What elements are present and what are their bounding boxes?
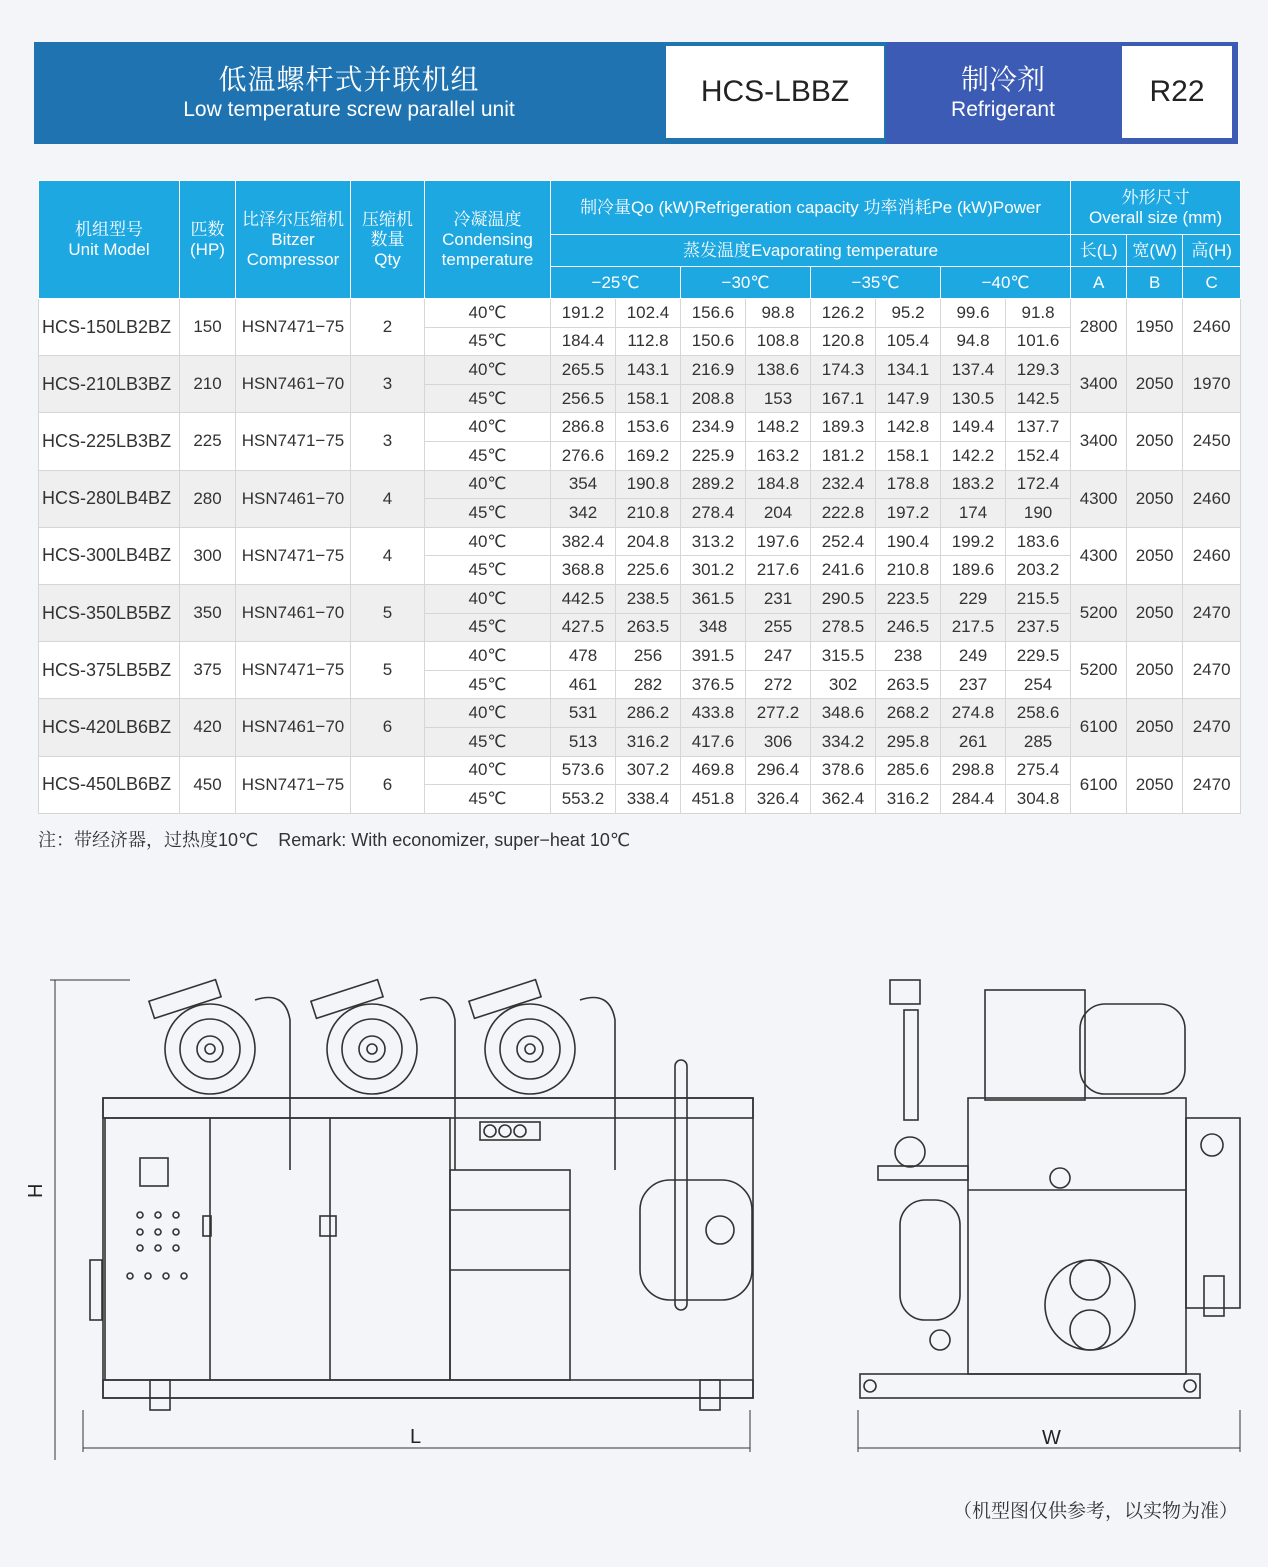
capacity-cell: 342 xyxy=(551,499,616,528)
capacity-cell: 469.8 xyxy=(681,756,746,785)
unit-model-cell: HCS-420LB6BZ xyxy=(39,699,180,756)
capacity-cell: 184.4 xyxy=(551,327,616,356)
capacity-cell: 142.2 xyxy=(941,441,1006,470)
size-width-cell: 2050 xyxy=(1127,527,1183,584)
compressor-cell: HSN7471−75 xyxy=(236,642,351,699)
header-evap-30: −30℃ xyxy=(681,267,811,299)
power-cell: 255 xyxy=(746,613,811,642)
spec-table-body xyxy=(39,299,1241,814)
capacity-cell: 137.4 xyxy=(941,356,1006,385)
size-height-cell: 2450 xyxy=(1183,413,1241,470)
power-cell: 237.5 xyxy=(1006,613,1071,642)
capacity-cell: 189.6 xyxy=(941,556,1006,585)
capacity-cell: 222.8 xyxy=(811,499,876,528)
power-cell: 147.9 xyxy=(876,384,941,413)
dim-h-label: H xyxy=(25,1183,47,1198)
capacity-cell: 290.5 xyxy=(811,584,876,613)
unit-model-cell: HCS-450LB6BZ xyxy=(39,756,180,813)
table-row xyxy=(39,756,1241,785)
series-code: HCS-LBBZ xyxy=(666,46,884,138)
product-title xyxy=(34,42,664,144)
size-height-cell: 2470 xyxy=(1183,642,1241,699)
power-cell: 256 xyxy=(616,642,681,671)
capacity-cell: 237 xyxy=(941,670,1006,699)
size-length-cell: 6100 xyxy=(1071,699,1127,756)
compressor-cell: HSN7461−70 xyxy=(236,584,351,641)
qty-cell: 5 xyxy=(351,584,425,641)
size-width-cell: 2050 xyxy=(1127,356,1183,413)
size-width-cell: 2050 xyxy=(1127,470,1183,527)
qty-cell: 3 xyxy=(351,413,425,470)
power-cell: 304.8 xyxy=(1006,785,1071,814)
header-size: 外形尺寸 Overall size (mm) xyxy=(1071,181,1241,235)
power-cell: 152.4 xyxy=(1006,441,1071,470)
header-evaporating: 蒸发温度Evaporating temperature xyxy=(551,235,1071,267)
power-cell: 190.8 xyxy=(616,470,681,499)
power-cell: 277.2 xyxy=(746,699,811,728)
condensing-temp-cell: 40℃ xyxy=(425,299,551,328)
condensing-temp-cell: 45℃ xyxy=(425,441,551,470)
condensing-temp-cell: 40℃ xyxy=(425,356,551,385)
size-length-cell: 2800 xyxy=(1071,299,1127,356)
power-cell: 204.8 xyxy=(616,527,681,556)
hp-cell: 375 xyxy=(180,642,236,699)
power-cell: 153 xyxy=(746,384,811,413)
refrigerant-area xyxy=(886,42,1238,144)
dim-l-label: L xyxy=(410,1426,422,1448)
capacity-cell: 276.6 xyxy=(551,441,616,470)
capacity-cell: 130.5 xyxy=(941,384,1006,413)
power-cell: 153.6 xyxy=(616,413,681,442)
capacity-cell: 286.8 xyxy=(551,413,616,442)
capacity-cell: 315.5 xyxy=(811,642,876,671)
capacity-cell: 478 xyxy=(551,642,616,671)
remark-note: 注：带经济器，过热度10℃ Remark: With economizer, super−heat 10℃ xyxy=(38,830,631,850)
capacity-cell: 376.5 xyxy=(681,670,746,699)
condensing-temp-cell: 45℃ xyxy=(425,499,551,528)
condensing-temp-cell: 45℃ xyxy=(425,785,551,814)
capacity-cell: 234.9 xyxy=(681,413,746,442)
capacity-cell: 94.8 xyxy=(941,327,1006,356)
header-dim-b: B xyxy=(1127,267,1183,299)
compressor-cell: HSN7461−70 xyxy=(236,699,351,756)
power-cell: 98.8 xyxy=(746,299,811,328)
qty-cell: 4 xyxy=(351,470,425,527)
capacity-cell: 217.5 xyxy=(941,613,1006,642)
condensing-temp-cell: 40℃ xyxy=(425,584,551,613)
table-row xyxy=(39,642,1241,671)
power-cell: 95.2 xyxy=(876,299,941,328)
power-cell: 190.4 xyxy=(876,527,941,556)
hp-cell: 300 xyxy=(180,527,236,584)
power-cell: 210.8 xyxy=(616,499,681,528)
capacity-cell: 216.9 xyxy=(681,356,746,385)
condensing-temp-cell: 45℃ xyxy=(425,384,551,413)
capacity-cell: 433.8 xyxy=(681,699,746,728)
unit-model-cell: HCS-225LB3BZ xyxy=(39,413,180,470)
capacity-cell: 274.8 xyxy=(941,699,1006,728)
size-height-cell: 2460 xyxy=(1183,299,1241,356)
size-width-cell: 2050 xyxy=(1127,413,1183,470)
size-length-cell: 4300 xyxy=(1071,470,1127,527)
capacity-cell: 301.2 xyxy=(681,556,746,585)
size-height-cell: 2460 xyxy=(1183,470,1241,527)
size-length-cell: 3400 xyxy=(1071,356,1127,413)
table-row xyxy=(39,699,1241,728)
capacity-cell: 208.8 xyxy=(681,384,746,413)
header-condensing: 冷凝温度 Condensing temperature xyxy=(425,181,551,299)
unit-drawing xyxy=(0,940,1268,1460)
capacity-cell: 181.2 xyxy=(811,441,876,470)
size-width-cell: 2050 xyxy=(1127,699,1183,756)
power-cell: 178.8 xyxy=(876,470,941,499)
qty-cell: 6 xyxy=(351,756,425,813)
header-dim-h: 高(H) xyxy=(1183,235,1241,267)
capacity-cell: 167.1 xyxy=(811,384,876,413)
power-cell: 295.8 xyxy=(876,727,941,756)
size-width-cell: 1950 xyxy=(1127,299,1183,356)
power-cell: 306 xyxy=(746,727,811,756)
header-evap-35: −35℃ xyxy=(811,267,941,299)
unit-model-cell: HCS-210LB3BZ xyxy=(39,356,180,413)
capacity-cell: 391.5 xyxy=(681,642,746,671)
power-cell: 338.4 xyxy=(616,785,681,814)
capacity-cell: 256.5 xyxy=(551,384,616,413)
power-cell: 238.5 xyxy=(616,584,681,613)
header-banner xyxy=(34,42,1238,144)
table-row xyxy=(39,413,1241,442)
power-cell: 108.8 xyxy=(746,327,811,356)
capacity-cell: 289.2 xyxy=(681,470,746,499)
power-cell: 142.8 xyxy=(876,413,941,442)
condensing-temp-cell: 45℃ xyxy=(425,727,551,756)
power-cell: 258.6 xyxy=(1006,699,1071,728)
power-cell: 246.5 xyxy=(876,613,941,642)
power-cell: 286.2 xyxy=(616,699,681,728)
compressor-cell: HSN7471−75 xyxy=(236,413,351,470)
size-width-cell: 2050 xyxy=(1127,756,1183,813)
header-capacity: 制冷量Qo (kW)Refrigeration capacity 功率消耗Pe (kW)Power xyxy=(551,181,1071,235)
qty-cell: 4 xyxy=(351,527,425,584)
header-dim-c: C xyxy=(1183,267,1241,299)
size-width-cell: 2050 xyxy=(1127,584,1183,641)
power-cell: 285.6 xyxy=(876,756,941,785)
power-cell: 134.1 xyxy=(876,356,941,385)
power-cell: 223.5 xyxy=(876,584,941,613)
power-cell: 183.6 xyxy=(1006,527,1071,556)
capacity-cell: 354 xyxy=(551,470,616,499)
power-cell: 215.5 xyxy=(1006,584,1071,613)
refrigerant-label-zh: 制冷剂 xyxy=(960,64,1045,95)
power-cell: 163.2 xyxy=(746,441,811,470)
compressor-cell: HSN7461−70 xyxy=(236,470,351,527)
qty-cell: 6 xyxy=(351,699,425,756)
power-cell: 268.2 xyxy=(876,699,941,728)
compressor-cell: HSN7461−70 xyxy=(236,356,351,413)
capacity-cell: 189.3 xyxy=(811,413,876,442)
power-cell: 231 xyxy=(746,584,811,613)
header-dim-l: 长(L) xyxy=(1071,235,1127,267)
power-cell: 143.1 xyxy=(616,356,681,385)
hp-cell: 420 xyxy=(180,699,236,756)
condensing-temp-cell: 45℃ xyxy=(425,327,551,356)
size-height-cell: 1970 xyxy=(1183,356,1241,413)
capacity-cell: 150.6 xyxy=(681,327,746,356)
capacity-cell: 427.5 xyxy=(551,613,616,642)
capacity-cell: 126.2 xyxy=(811,299,876,328)
power-cell: 142.5 xyxy=(1006,384,1071,413)
power-cell: 254 xyxy=(1006,670,1071,699)
power-cell: 101.6 xyxy=(1006,327,1071,356)
power-cell: 197.2 xyxy=(876,499,941,528)
hp-cell: 210 xyxy=(180,356,236,413)
size-height-cell: 2470 xyxy=(1183,756,1241,813)
power-cell: 229.5 xyxy=(1006,642,1071,671)
compressor-cell: HSN7471−75 xyxy=(236,756,351,813)
header-model: 机组型号 Unit Model xyxy=(39,181,180,299)
capacity-cell: 284.4 xyxy=(941,785,1006,814)
footer-note: （机型图仅供参考，以实物为准） xyxy=(952,1501,1238,1522)
power-cell: 247 xyxy=(746,642,811,671)
size-length-cell: 6100 xyxy=(1071,756,1127,813)
table-row xyxy=(39,299,1241,328)
capacity-cell: 183.2 xyxy=(941,470,1006,499)
power-cell: 272 xyxy=(746,670,811,699)
capacity-cell: 249 xyxy=(941,642,1006,671)
power-cell: 105.4 xyxy=(876,327,941,356)
power-cell: 263.5 xyxy=(876,670,941,699)
hp-cell: 450 xyxy=(180,756,236,813)
compressor-2 xyxy=(311,980,417,1094)
condensing-temp-cell: 45℃ xyxy=(425,556,551,585)
unit-model-cell: HCS-150LB2BZ xyxy=(39,299,180,356)
unit-model-cell: HCS-350LB5BZ xyxy=(39,584,180,641)
power-cell: 138.6 xyxy=(746,356,811,385)
power-cell: 158.1 xyxy=(616,384,681,413)
power-cell: 296.4 xyxy=(746,756,811,785)
hp-cell: 350 xyxy=(180,584,236,641)
power-cell: 285 xyxy=(1006,727,1071,756)
capacity-cell: 120.8 xyxy=(811,327,876,356)
condensing-temp-cell: 40℃ xyxy=(425,642,551,671)
power-cell: 102.4 xyxy=(616,299,681,328)
power-cell: 225.6 xyxy=(616,556,681,585)
compressor-1 xyxy=(149,980,255,1094)
condensing-temp-cell: 45℃ xyxy=(425,613,551,642)
title-zh: 低温螺杆式并联机组 xyxy=(218,64,480,95)
condensing-temp-cell: 40℃ xyxy=(425,470,551,499)
unit-model-cell: HCS-280LB4BZ xyxy=(39,470,180,527)
capacity-cell: 573.6 xyxy=(551,756,616,785)
capacity-cell: 378.6 xyxy=(811,756,876,785)
size-height-cell: 2470 xyxy=(1183,699,1241,756)
unit-model-cell: HCS-375LB5BZ xyxy=(39,642,180,699)
power-cell: 282 xyxy=(616,670,681,699)
power-cell: 197.6 xyxy=(746,527,811,556)
power-cell: 184.8 xyxy=(746,470,811,499)
size-length-cell: 3400 xyxy=(1071,413,1127,470)
table-row xyxy=(39,527,1241,556)
header-dim-w: 宽(W) xyxy=(1127,235,1183,267)
unit-model-cell: HCS-300LB4BZ xyxy=(39,527,180,584)
capacity-cell: 298.8 xyxy=(941,756,1006,785)
capacity-cell: 348 xyxy=(681,613,746,642)
control-panel-lights xyxy=(127,1212,187,1279)
capacity-cell: 278.4 xyxy=(681,499,746,528)
power-cell: 210.8 xyxy=(876,556,941,585)
capacity-cell: 417.6 xyxy=(681,727,746,756)
capacity-cell: 362.4 xyxy=(811,785,876,814)
capacity-cell: 232.4 xyxy=(811,470,876,499)
table-row xyxy=(39,470,1241,499)
capacity-cell: 553.2 xyxy=(551,785,616,814)
hp-cell: 225 xyxy=(180,413,236,470)
header-evap-25: −25℃ xyxy=(551,267,681,299)
size-length-cell: 5200 xyxy=(1071,642,1127,699)
size-length-cell: 4300 xyxy=(1071,527,1127,584)
condensing-temp-cell: 40℃ xyxy=(425,699,551,728)
power-cell: 203.2 xyxy=(1006,556,1071,585)
capacity-cell: 368.8 xyxy=(551,556,616,585)
size-length-cell: 5200 xyxy=(1071,584,1127,641)
capacity-cell: 149.4 xyxy=(941,413,1006,442)
capacity-cell: 241.6 xyxy=(811,556,876,585)
condensing-temp-cell: 40℃ xyxy=(425,527,551,556)
capacity-cell: 361.5 xyxy=(681,584,746,613)
capacity-cell: 302 xyxy=(811,670,876,699)
power-cell: 238 xyxy=(876,642,941,671)
qty-cell: 2 xyxy=(351,299,425,356)
capacity-cell: 252.4 xyxy=(811,527,876,556)
qty-cell: 3 xyxy=(351,356,425,413)
power-cell: 307.2 xyxy=(616,756,681,785)
size-height-cell: 2460 xyxy=(1183,527,1241,584)
capacity-cell: 513 xyxy=(551,727,616,756)
capacity-cell: 334.2 xyxy=(811,727,876,756)
refrigerant-value: R22 xyxy=(1122,46,1232,138)
header-compressor: 比泽尔压缩机 Bitzer Compressor xyxy=(236,181,351,299)
refrigerant-label xyxy=(886,42,1120,144)
condensing-temp-cell: 40℃ xyxy=(425,413,551,442)
power-cell: 316.2 xyxy=(876,785,941,814)
capacity-cell: 382.4 xyxy=(551,527,616,556)
power-cell: 112.8 xyxy=(616,327,681,356)
condensing-temp-cell: 45℃ xyxy=(425,670,551,699)
qty-cell: 5 xyxy=(351,642,425,699)
size-width-cell: 2050 xyxy=(1127,642,1183,699)
capacity-cell: 99.6 xyxy=(941,299,1006,328)
power-cell: 172.4 xyxy=(1006,470,1071,499)
capacity-cell: 313.2 xyxy=(681,527,746,556)
power-cell: 129.3 xyxy=(1006,356,1071,385)
power-cell: 217.6 xyxy=(746,556,811,585)
power-cell: 91.8 xyxy=(1006,299,1071,328)
power-cell: 137.7 xyxy=(1006,413,1071,442)
capacity-cell: 229 xyxy=(941,584,1006,613)
hp-cell: 280 xyxy=(180,470,236,527)
compressor-cell: HSN7471−75 xyxy=(236,299,351,356)
capacity-cell: 174.3 xyxy=(811,356,876,385)
capacity-cell: 174 xyxy=(941,499,1006,528)
header-evap-40: −40℃ xyxy=(941,267,1071,299)
header-qty: 压缩机 数量 Qty xyxy=(351,181,425,299)
refrigerant-label-en: Refrigerant xyxy=(951,98,1055,121)
power-cell: 204 xyxy=(746,499,811,528)
compressor-3 xyxy=(469,980,575,1094)
power-cell: 190 xyxy=(1006,499,1071,528)
compressor-cell: HSN7471−75 xyxy=(236,527,351,584)
power-cell: 148.2 xyxy=(746,413,811,442)
front-view xyxy=(90,980,753,1410)
capacity-cell: 261 xyxy=(941,727,1006,756)
header-hp: 匹数 (HP) xyxy=(180,181,236,299)
side-view xyxy=(860,980,1240,1398)
capacity-cell: 278.5 xyxy=(811,613,876,642)
capacity-cell: 199.2 xyxy=(941,527,1006,556)
table-row xyxy=(39,356,1241,385)
size-height-cell: 2470 xyxy=(1183,584,1241,641)
capacity-cell: 442.5 xyxy=(551,584,616,613)
capacity-cell: 461 xyxy=(551,670,616,699)
capacity-cell: 225.9 xyxy=(681,441,746,470)
power-cell: 263.5 xyxy=(616,613,681,642)
dim-w-label: W xyxy=(1042,1427,1061,1449)
header-dim-a: A xyxy=(1071,267,1127,299)
capacity-cell: 265.5 xyxy=(551,356,616,385)
capacity-cell: 451.8 xyxy=(681,785,746,814)
spec-table xyxy=(38,180,1241,814)
power-cell: 275.4 xyxy=(1006,756,1071,785)
capacity-cell: 191.2 xyxy=(551,299,616,328)
capacity-cell: 531 xyxy=(551,699,616,728)
capacity-cell: 156.6 xyxy=(681,299,746,328)
table-row xyxy=(39,584,1241,613)
hp-cell: 150 xyxy=(180,299,236,356)
power-cell: 169.2 xyxy=(616,441,681,470)
condensing-temp-cell: 40℃ xyxy=(425,756,551,785)
power-cell: 158.1 xyxy=(876,441,941,470)
power-cell: 326.4 xyxy=(746,785,811,814)
power-cell: 316.2 xyxy=(616,727,681,756)
capacity-cell: 348.6 xyxy=(811,699,876,728)
title-en: Low temperature screw parallel unit xyxy=(183,98,515,121)
